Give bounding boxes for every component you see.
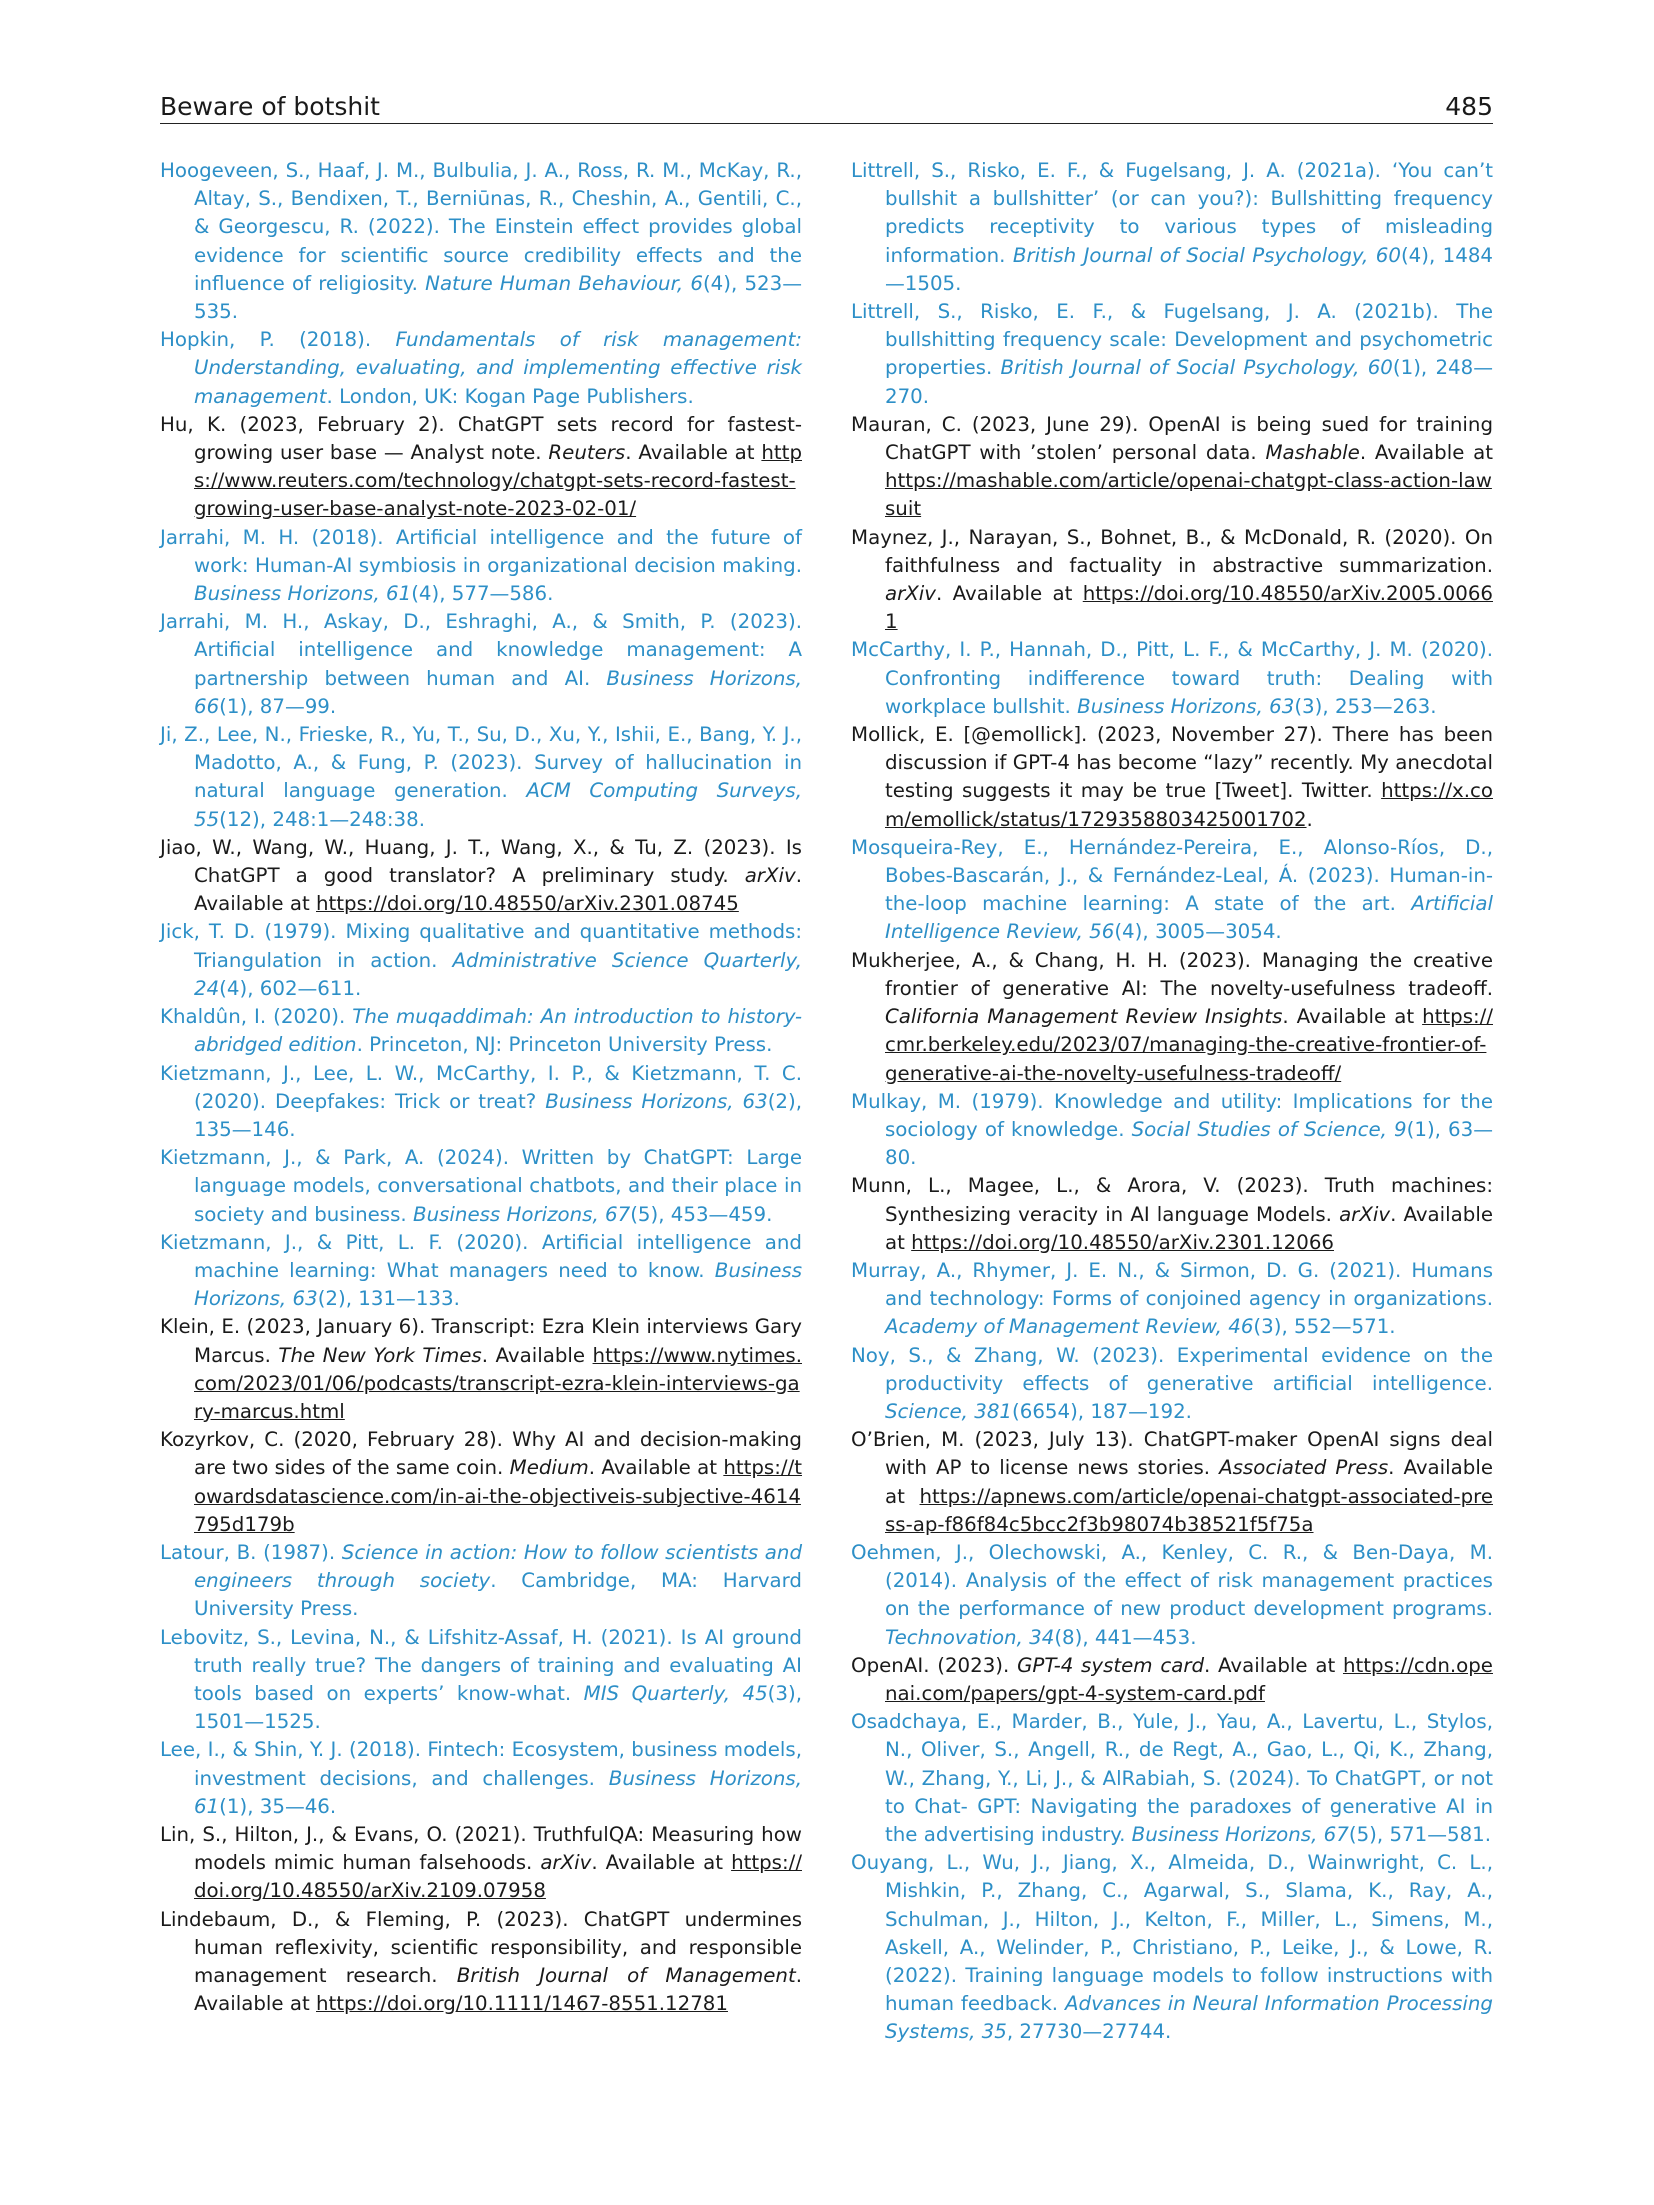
- reference-text: (4), 523—535.: [194, 271, 802, 324]
- reference-text: (12), 248:1—248:38.: [219, 807, 426, 831]
- reference-journal: arXiv: [885, 582, 937, 606]
- reference-text: Mollick, E. [@emollick]. (2023, November 27). There has been discussion if GPT-4 has become “lazy” recently. My anecdotal testing suggests it may be true [Tweet]. Twitter.: [851, 723, 1493, 803]
- reference-journal: Mashable: [1265, 441, 1360, 465]
- references-column-left: [160, 157, 802, 2018]
- reference-entry: [160, 834, 802, 919]
- reference-entry[interactable]: [851, 298, 1493, 411]
- reference-url-link[interactable]: https://doi.org/10.48550/arXiv.2109.07958: [194, 1851, 802, 1903]
- reference-text: Jiao, W., Wang, W., Huang, J. T., Wang, X., & Tu, Z. (2023). Is ChatGPT a good translator? A preliminary study.: [160, 835, 802, 888]
- reference-entry: [851, 411, 1493, 524]
- reference-journal: Business Horizons, 67: [413, 1202, 631, 1226]
- reference-text: (3), 552—571.: [1253, 1315, 1396, 1339]
- reference-text: Osadchaya, E., Marder, B., Yule, J., Yau, A., Lavertu, L., Stylos, N., Oliver, S., Angell, R., de Regt, A., Gao, L., Qi, K., Zhang, W., Zhang, Y., Li, J., & AlRabiah, S. (2024). To ChatGPT, or not to Chat- GPT: Navigating the paradoxes of generative AI in the advertising industry.: [851, 1710, 1493, 1846]
- reference-text: (4), 1484—1505.: [885, 243, 1493, 295]
- reference-text: (1), 87—99.: [219, 694, 337, 718]
- reference-text: Mosqueira-Rey, E., Hernández-Pereira, E., Alonso-Ríos, D., Bobes-Bascarán, J., & Fernández-Leal, Á. (2023). Human-in-the-loop machine learning: A state of the art.: [851, 835, 1493, 916]
- reference-url-link[interactable]: https://doi.org/10.48550/arXiv.2301.08745: [316, 892, 739, 916]
- reference-entry: [851, 1426, 1493, 1539]
- reference-journal: Technovation, 34: [885, 1625, 1055, 1649]
- reference-entry: [160, 411, 802, 524]
- reference-journal: British Journal of Social Psychology, 60: [1012, 243, 1401, 267]
- reference-url-link[interactable]: https://cdn.openai.com/papers/gpt-4-system-card.pdf: [885, 1653, 1493, 1705]
- reference-journal: Nature Human Behaviour, 6: [425, 271, 703, 295]
- reference-text: OpenAI. (2023).: [851, 1653, 1018, 1677]
- reference-journal: Administrative Science Quarterly, 24: [194, 948, 803, 1000]
- reference-journal: Science in action: How to follow scientists and engineers through society: [194, 1540, 802, 1593]
- reference-journal: Business Horizons, 63: [1077, 694, 1295, 718]
- reference-journal: arXiv: [1339, 1202, 1391, 1226]
- reference-text: Noy, S., & Zhang, W. (2023). Experimental evidence on the productivity effects of generative artificial intelligence.: [851, 1343, 1493, 1395]
- reference-entry[interactable]: [160, 721, 802, 834]
- reference-text: (3), 1501—1525.: [194, 1681, 802, 1734]
- reference-entry[interactable]: [160, 608, 802, 721]
- reference-text: . Available at: [1204, 1653, 1343, 1677]
- running-title: Beware of botshit: [160, 92, 380, 121]
- reference-url-link[interactable]: https://x.com/emollick/status/1729358803425001702: [885, 779, 1493, 831]
- reference-text: . Available at: [194, 864, 802, 916]
- reference-text: (2), 135—146.: [194, 1089, 802, 1141]
- reference-entry: [160, 1313, 802, 1426]
- reference-entry: [851, 721, 1493, 834]
- reference-url-link[interactable]: https://apnews.com/article/openai-chatgpt-associated-press-ap-f86f84c5bcc2f3b98074b38521f5f75a: [885, 1484, 1493, 1536]
- reference-text: (1), 35—46.: [219, 1794, 337, 1818]
- reference-journal: British Journal of Social Psychology, 60: [1000, 356, 1393, 380]
- reference-text: Ji, Z., Lee, N., Frieske, R., Yu, T., Su, D., Xu, Y., Ishii, E., Bang, Y. J., Madotto, A., & Fung, P. (2023). Survey of hallucination in natural language generation.: [160, 723, 802, 803]
- reference-text: Lin, S., Hilton, J., & Evans, O. (2021). TruthfulQA: Measuring how models mimic human falsehoods.: [160, 1822, 802, 1875]
- reference-entry[interactable]: [160, 1060, 802, 1145]
- reference-text: Mukherjee, A., & Chang, H. H. (2023). Managing the creative frontier of generative AI: The novelty-usefulness tradeoff.: [851, 948, 1493, 1000]
- reference-entry[interactable]: [851, 1257, 1493, 1342]
- reference-text: , 27730—27744.: [1006, 2020, 1172, 2044]
- reference-text: Kietzmann, J., Lee, L. W., McCarthy, I. P., & Kietzmann, T. C. (2020). Deepfakes: Trick or treat?: [160, 1061, 802, 1113]
- reference-text: . Available at: [885, 1202, 1493, 1254]
- reference-text: (8), 441—453.: [1054, 1625, 1197, 1649]
- reference-journal: Business Horizons, 67: [1131, 1822, 1349, 1846]
- reference-journal: California Management Review Insights: [885, 1005, 1283, 1029]
- reference-text: Murray, A., Rhymer, J. E. N., & Sirmon, D. G. (2021). Humans and technology: Forms of conjoined agency in organizations.: [851, 1258, 1493, 1311]
- reference-url-link[interactable]: https://towardsdatascience.com/in-ai-the-objectiveis-subjective-4614795d179b: [194, 1456, 802, 1536]
- reference-entry[interactable]: [160, 1539, 802, 1624]
- reference-journal: Academy of Management Review, 46: [885, 1315, 1254, 1339]
- reference-text: Hoogeveen, S., Haaf, J. M., Bulbulia, J. A., Ross, R. M., McKay, R., Altay, S., Bendixen, T., Berniūnas, R., Cheshin, A., Gentili, C., & Georgescu, R. (2022). The Einstein effect provides global evidence for scientific source credibility effects and the influence of religiosity.: [160, 159, 802, 295]
- reference-entry: [160, 1821, 802, 1906]
- reference-entry[interactable]: [851, 834, 1493, 947]
- reference-text: Kietzmann, J., & Park, A. (2024). Written by ChatGPT: Large language models, conversational chatbots, and their place in society and business.: [160, 1146, 802, 1226]
- reference-journal: The New York Times: [278, 1343, 482, 1367]
- reference-text: Maynez, J., Narayan, S., Bohnet, B., & McDonald, R. (2020). On faithfulness and factuality in abstractive summarization.: [851, 525, 1493, 577]
- reference-journal: Fundamentals of risk management: Understanding, evaluating, and implementing effective risk management: [194, 328, 803, 408]
- reference-entry[interactable]: [160, 1736, 802, 1821]
- reference-entry[interactable]: [160, 326, 802, 411]
- reference-text: Hopkin, P. (2018).: [160, 328, 396, 352]
- reference-text: (5), 571—581.: [1348, 1822, 1492, 1846]
- reference-text: . Princeton, NJ: Princeton University Press.: [356, 1033, 773, 1057]
- reference-entry[interactable]: [160, 1229, 802, 1314]
- reference-journal: Science, 381: [885, 1399, 1013, 1423]
- reference-text: (6654), 187—192.: [1012, 1399, 1192, 1423]
- reference-journal: Associated Press: [1219, 1456, 1389, 1480]
- reference-journal: Advances in Neural Information Processing Systems, 35: [885, 1992, 1493, 2044]
- reference-text: . Available at: [591, 1851, 732, 1875]
- reference-text: Hu, K. (2023, February 2). ChatGPT sets record for fastest-growing user base — Analyst note.: [160, 412, 802, 465]
- reference-entry: [160, 1426, 802, 1539]
- reference-entry[interactable]: [160, 524, 802, 609]
- running-header: [160, 88, 1493, 124]
- reference-text: . Available at: [1359, 441, 1494, 465]
- reference-entry: [851, 1172, 1493, 1257]
- reference-journal: British Journal of Management: [456, 1964, 796, 1987]
- reference-text: O’Brien, M. (2023, July 13). ChatGPT-maker OpenAI signs deal with AP to license news stories.: [851, 1428, 1493, 1480]
- reference-text: (2), 131—133.: [317, 1287, 460, 1311]
- reference-text: McCarthy, I. P., Hannah, D., Pitt, L. F., & McCarthy, J. M. (2020). Confronting indifference toward truth: Dealing with workplace bullshit.: [851, 638, 1493, 718]
- reference-text: Kietzmann, J., & Pitt, L. F. (2020). Artificial intelligence and machine learning: What managers need to know.: [160, 1230, 802, 1282]
- reference-journal: ACM Computing Surveys, 55: [194, 779, 803, 831]
- reference-text: (4), 3005—3054.: [1114, 920, 1282, 944]
- reference-entry: [160, 1906, 802, 2019]
- reference-journal: Social Studies of Science, 9: [1131, 1117, 1407, 1141]
- reference-text: . Available at: [194, 1964, 802, 2016]
- reference-text: Kozyrkov, C. (2020, February 28). Why AI and decision-making are two sides of the same coin.: [160, 1428, 802, 1480]
- reference-text: . London, UK: Kogan Page Publishers.: [326, 384, 694, 408]
- reference-text: Mauran, C. (2023, June 29). OpenAI is being sued for training ChatGPT with ’stolen’ personal data.: [851, 412, 1493, 465]
- reference-text: (4), 577—586.: [411, 582, 554, 606]
- reference-text: (1), 248—270.: [885, 356, 1494, 408]
- reference-text: Munn, L., Magee, L., & Arora, V. (2023). Truth machines: Synthesizing veracity in AI language Models.: [851, 1174, 1493, 1226]
- reference-text: .: [1306, 807, 1313, 831]
- reference-text: Latour, B. (1987).: [160, 1540, 342, 1564]
- reference-text: Jarrahi, M. H. (2018). Artificial intelligence and the future of work: Human-AI symbiosis in organizational decision making.: [160, 525, 802, 577]
- reference-entry: [851, 947, 1493, 1088]
- reference-url-link[interactable]: https://www.nytimes.com/2023/01/06/podcasts/transcript-ezra-klein-interviews-gary-marcus.html: [194, 1343, 802, 1423]
- reference-entry[interactable]: [160, 157, 802, 326]
- reference-text: (3), 253—263.: [1294, 694, 1437, 718]
- reference-text: (5), 453—459.: [630, 1202, 773, 1226]
- reference-text: Lee, I., & Shin, Y. J. (2018). Fintech: Ecosystem, business models, investment decisions, and challenges.: [160, 1738, 802, 1790]
- reference-entry: [851, 524, 1493, 637]
- reference-entry: [851, 1652, 1493, 1708]
- reference-journal: Business Horizons, 61: [194, 582, 412, 606]
- reference-journal: MIS Quarterly, 45: [583, 1681, 768, 1705]
- reference-url-link[interactable]: https://doi.org/10.1111/1467-8551.12781: [316, 1992, 728, 2016]
- reference-url-link[interactable]: https://doi.org/10.48550/arXiv.2301.12066: [911, 1230, 1334, 1254]
- reference-text: Khaldûn, I. (2020).: [160, 1005, 353, 1029]
- reference-journal: Business Horizons, 66: [194, 666, 802, 718]
- reference-text: Lebovitz, S., Levina, N., & Lifshitz-Assaf, H. (2021). Is AI ground truth really true? The dangers of training and evaluating AI tools based on experts’ know-what.: [160, 1625, 802, 1705]
- reference-journal: Artificial Intelligence Review, 56: [885, 892, 1493, 944]
- reference-journal: Business Horizons, 63: [194, 1258, 802, 1311]
- reference-entry[interactable]: [851, 1708, 1493, 1849]
- reference-entry[interactable]: [160, 918, 802, 1003]
- reference-text: Jarrahi, M. H., Askay, D., Eshraghi, A., & Smith, P. (2023). Artificial intelligence and knowledge management: A partnership between human and AI.: [160, 610, 802, 690]
- reference-url-link[interactable]: https://mashable.com/article/openai-chatgpt-class-action-lawsuit: [885, 469, 1492, 521]
- reference-text: . Cambridge, MA: Harvard University Press.: [194, 1569, 802, 1621]
- reference-journal: arXiv: [540, 1851, 592, 1875]
- reference-journal: Medium: [509, 1456, 589, 1480]
- reference-text: . Available at: [1282, 1005, 1423, 1029]
- reference-text: Mulkay, M. (1979). Knowledge and utility: Implications for the sociology of knowledge.: [851, 1089, 1493, 1141]
- reference-entry[interactable]: [160, 1003, 802, 1059]
- reference-journal: arXiv: [744, 864, 796, 888]
- reference-entry[interactable]: [160, 1144, 802, 1229]
- reference-url-link[interactable]: https://www.reuters.com/technology/chatgpt-sets-record-fastest-growing-user-base-analyst-note-2023-02-01/: [194, 441, 802, 521]
- reference-entry[interactable]: [851, 1539, 1493, 1652]
- reference-text: (1), 63—80.: [885, 1117, 1493, 1170]
- reference-text: . Available at: [588, 1456, 724, 1480]
- reference-text: Klein, E. (2023, January 6). Transcript: Ezra Klein interviews Gary Marcus.: [160, 1315, 802, 1367]
- references-column-right: [851, 157, 1493, 2047]
- reference-journal: GPT-4 system card: [1017, 1653, 1205, 1677]
- reference-url-link[interactable]: https://doi.org/10.48550/arXiv.2005.00661: [885, 582, 1493, 634]
- reference-entry[interactable]: [851, 636, 1493, 721]
- reference-entry[interactable]: [851, 1088, 1493, 1173]
- reference-text: . Available at: [936, 582, 1083, 606]
- reference-text: Lindebaum, D., & Fleming, P. (2023). ChatGPT undermines human reflexivity, scientific responsibility, and responsible management research.: [160, 1907, 802, 1987]
- reference-text: Jick, T. D. (1979). Mixing qualitative and quantitative methods: Triangulation in action.: [160, 920, 802, 972]
- reference-text: Oehmen, J., Olechowski, A., Kenley, C. R., & Ben-Daya, M. (2014). Analysis of the effect of risk management practices on the performance of new product development programs.: [851, 1540, 1493, 1621]
- reference-journal: Business Horizons, 61: [194, 1766, 802, 1818]
- reference-journal: The muqaddimah: An introduction to history-abridged edition: [194, 1005, 802, 1057]
- reference-entry[interactable]: [160, 1624, 802, 1737]
- page-number: 485: [1445, 92, 1493, 121]
- reference-text: . Available at: [625, 441, 762, 465]
- reference-entry[interactable]: [851, 1342, 1493, 1427]
- reference-url-link[interactable]: https://cmr.berkeley.edu/2023/07/managing-the-creative-frontier-of-generative-ai-the-novelty-usefulness-tradeoff/: [885, 1005, 1493, 1085]
- reference-text: . Available: [481, 1343, 593, 1367]
- reference-text: Littrell, S., Risko, E. F., & Fugelsang, J. A. (2021a). ‘You can’t bullshit a bullshitter’ (or can you?): Bullshitting frequency predicts receptivity to various types of misleading information.: [851, 159, 1493, 267]
- reference-text: Littrell, S., Risko, E. F., & Fugelsang, J. A. (2021b). The bullshitting frequency scale: Development and psychometric properties.: [851, 300, 1493, 380]
- reference-text: (4), 602—611.: [219, 976, 362, 1000]
- reference-journal: Reuters: [548, 441, 626, 465]
- reference-text: Ouyang, L., Wu, J., Jiang, X., Almeida, D., Wainwright, C. L., Mishkin, P., Zhang, C., Agarwal, S., Slama, K., Ray, A., Schulman, J., Hilton, J., Kelton, F., Miller, L., Simens, M., Askell, A., Welinder, P., Christiano, P., Leike, J., & Lowe, R. (2022). Training language models to follow instructions with human feedback.: [851, 1851, 1493, 2016]
- reference-entry[interactable]: [851, 1849, 1493, 2046]
- reference-text: . Available at: [885, 1456, 1493, 1508]
- reference-journal: Business Horizons, 63: [545, 1089, 768, 1113]
- reference-entry[interactable]: [851, 157, 1493, 298]
